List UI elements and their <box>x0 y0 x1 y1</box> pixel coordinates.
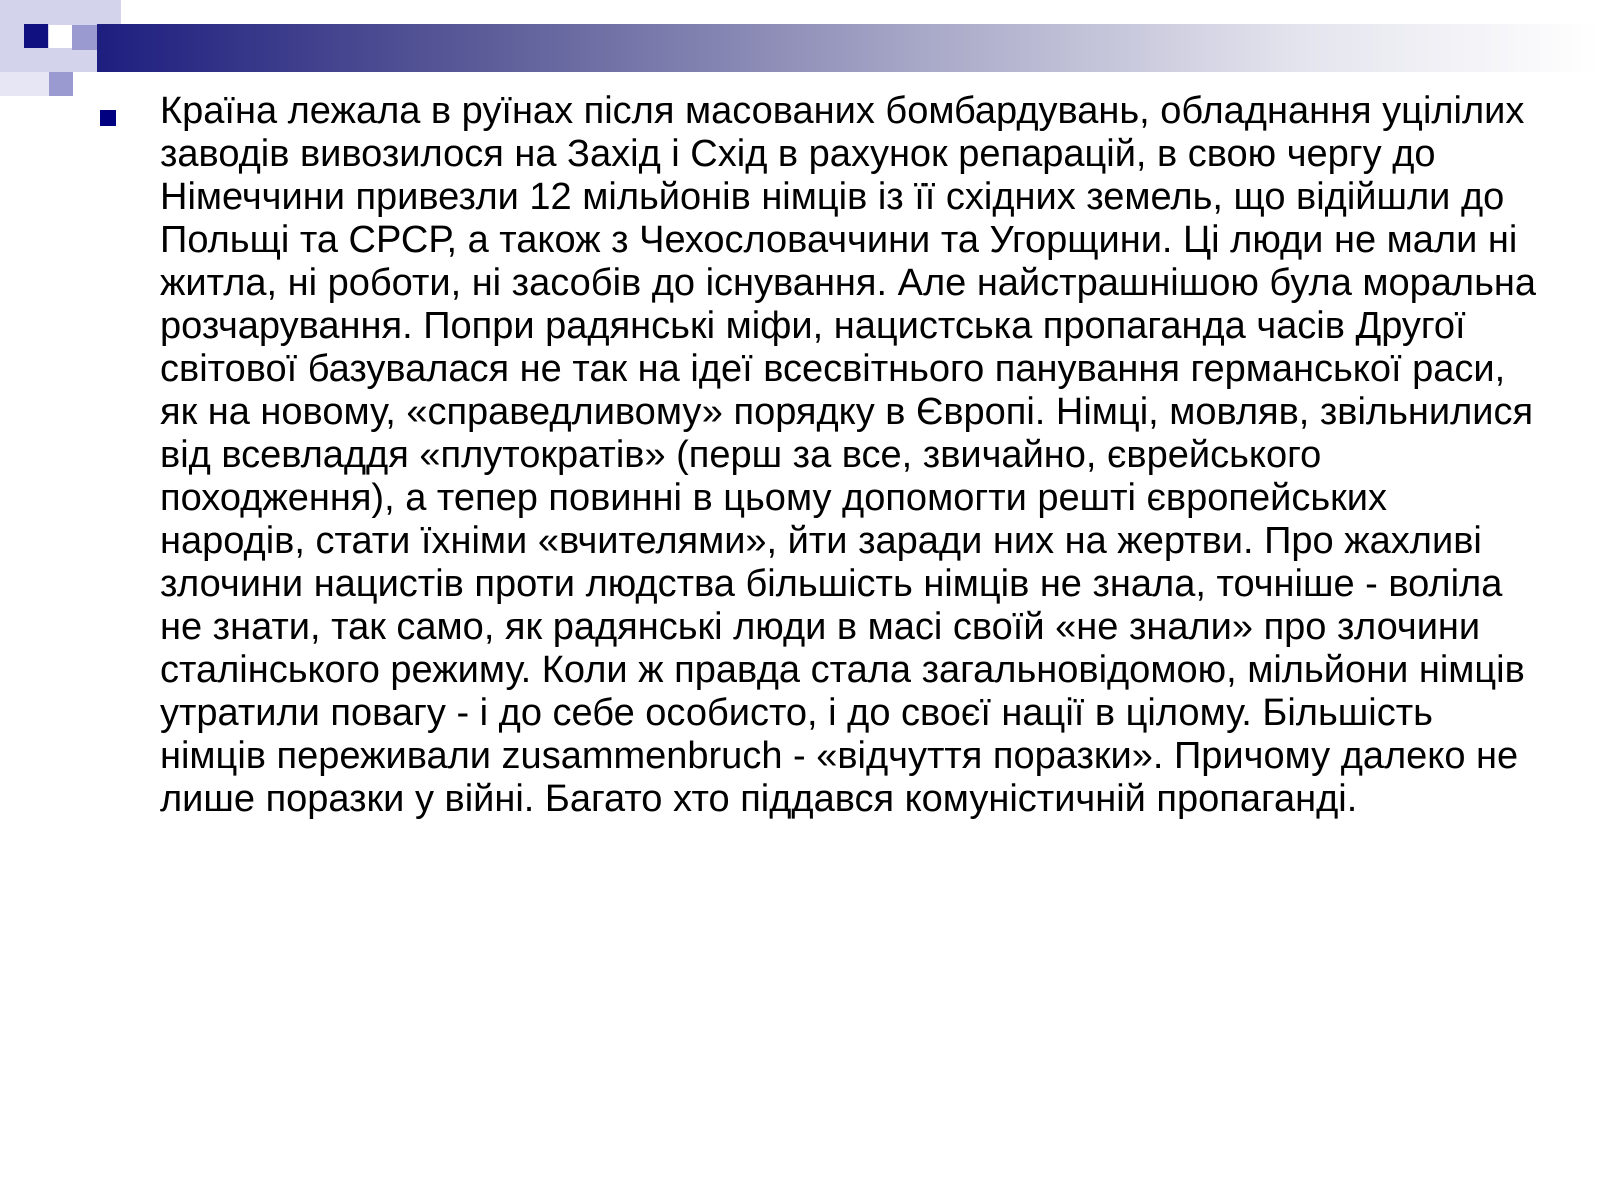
header-decoration-square <box>24 24 48 48</box>
header-decoration-square <box>72 0 121 25</box>
square-bullet-icon <box>100 110 116 126</box>
header-gradient-band <box>97 24 1600 72</box>
slide-content <box>100 90 1540 821</box>
bullet-item <box>100 90 1540 821</box>
bullet-text: Країна лежала в руїнах після масованих бомбардувань, обладнання уцілілих заводів вивозилося на Захід і Схід в рахунок репарацій, в свою чергу до Німеччини привезли 12 мільйонів німців із її східних земель, що відійшли до Польщі та СРСР, а також з Чехословаччини та Угорщини. Ці люди не мали ні житла, ні роботи, ні засобів до існування. Але найстрашнішою була моральна розчарування. Попри радянські міфи, нацистська пропаганда часів Другої світової базувалася не так на ідеї всесвітнього панування германської раси, як на новому, «справедливому» порядку в Європі. Німці, мовляв, звільнилися від всевладдя «плутократів» (перш за все, звичайно, єврейського походження), а тепер повинні в цьому допомогти решті європейських народів, стати їхніми «вчителями», йти заради них на жертви. Про жахливі злочини нацистів проти людства більшість німців не знала, точніше - воліла не знати, так само, як радянські люди в масі своїй «не знали» про злочини сталінського режиму. Коли ж правда стала загальновідомою, мільйони німців утратили повагу - і до себе особисто, і до своєї нації в цілому. Більшість німців переживали zusammenbruch - «відчуття поразки». Причому далеко не лише поразки у війні. Багато хто піддався комуністичній пропаганді. <box>160 90 1536 820</box>
header-decoration-square <box>49 25 73 48</box>
header-decoration-square <box>49 72 73 96</box>
